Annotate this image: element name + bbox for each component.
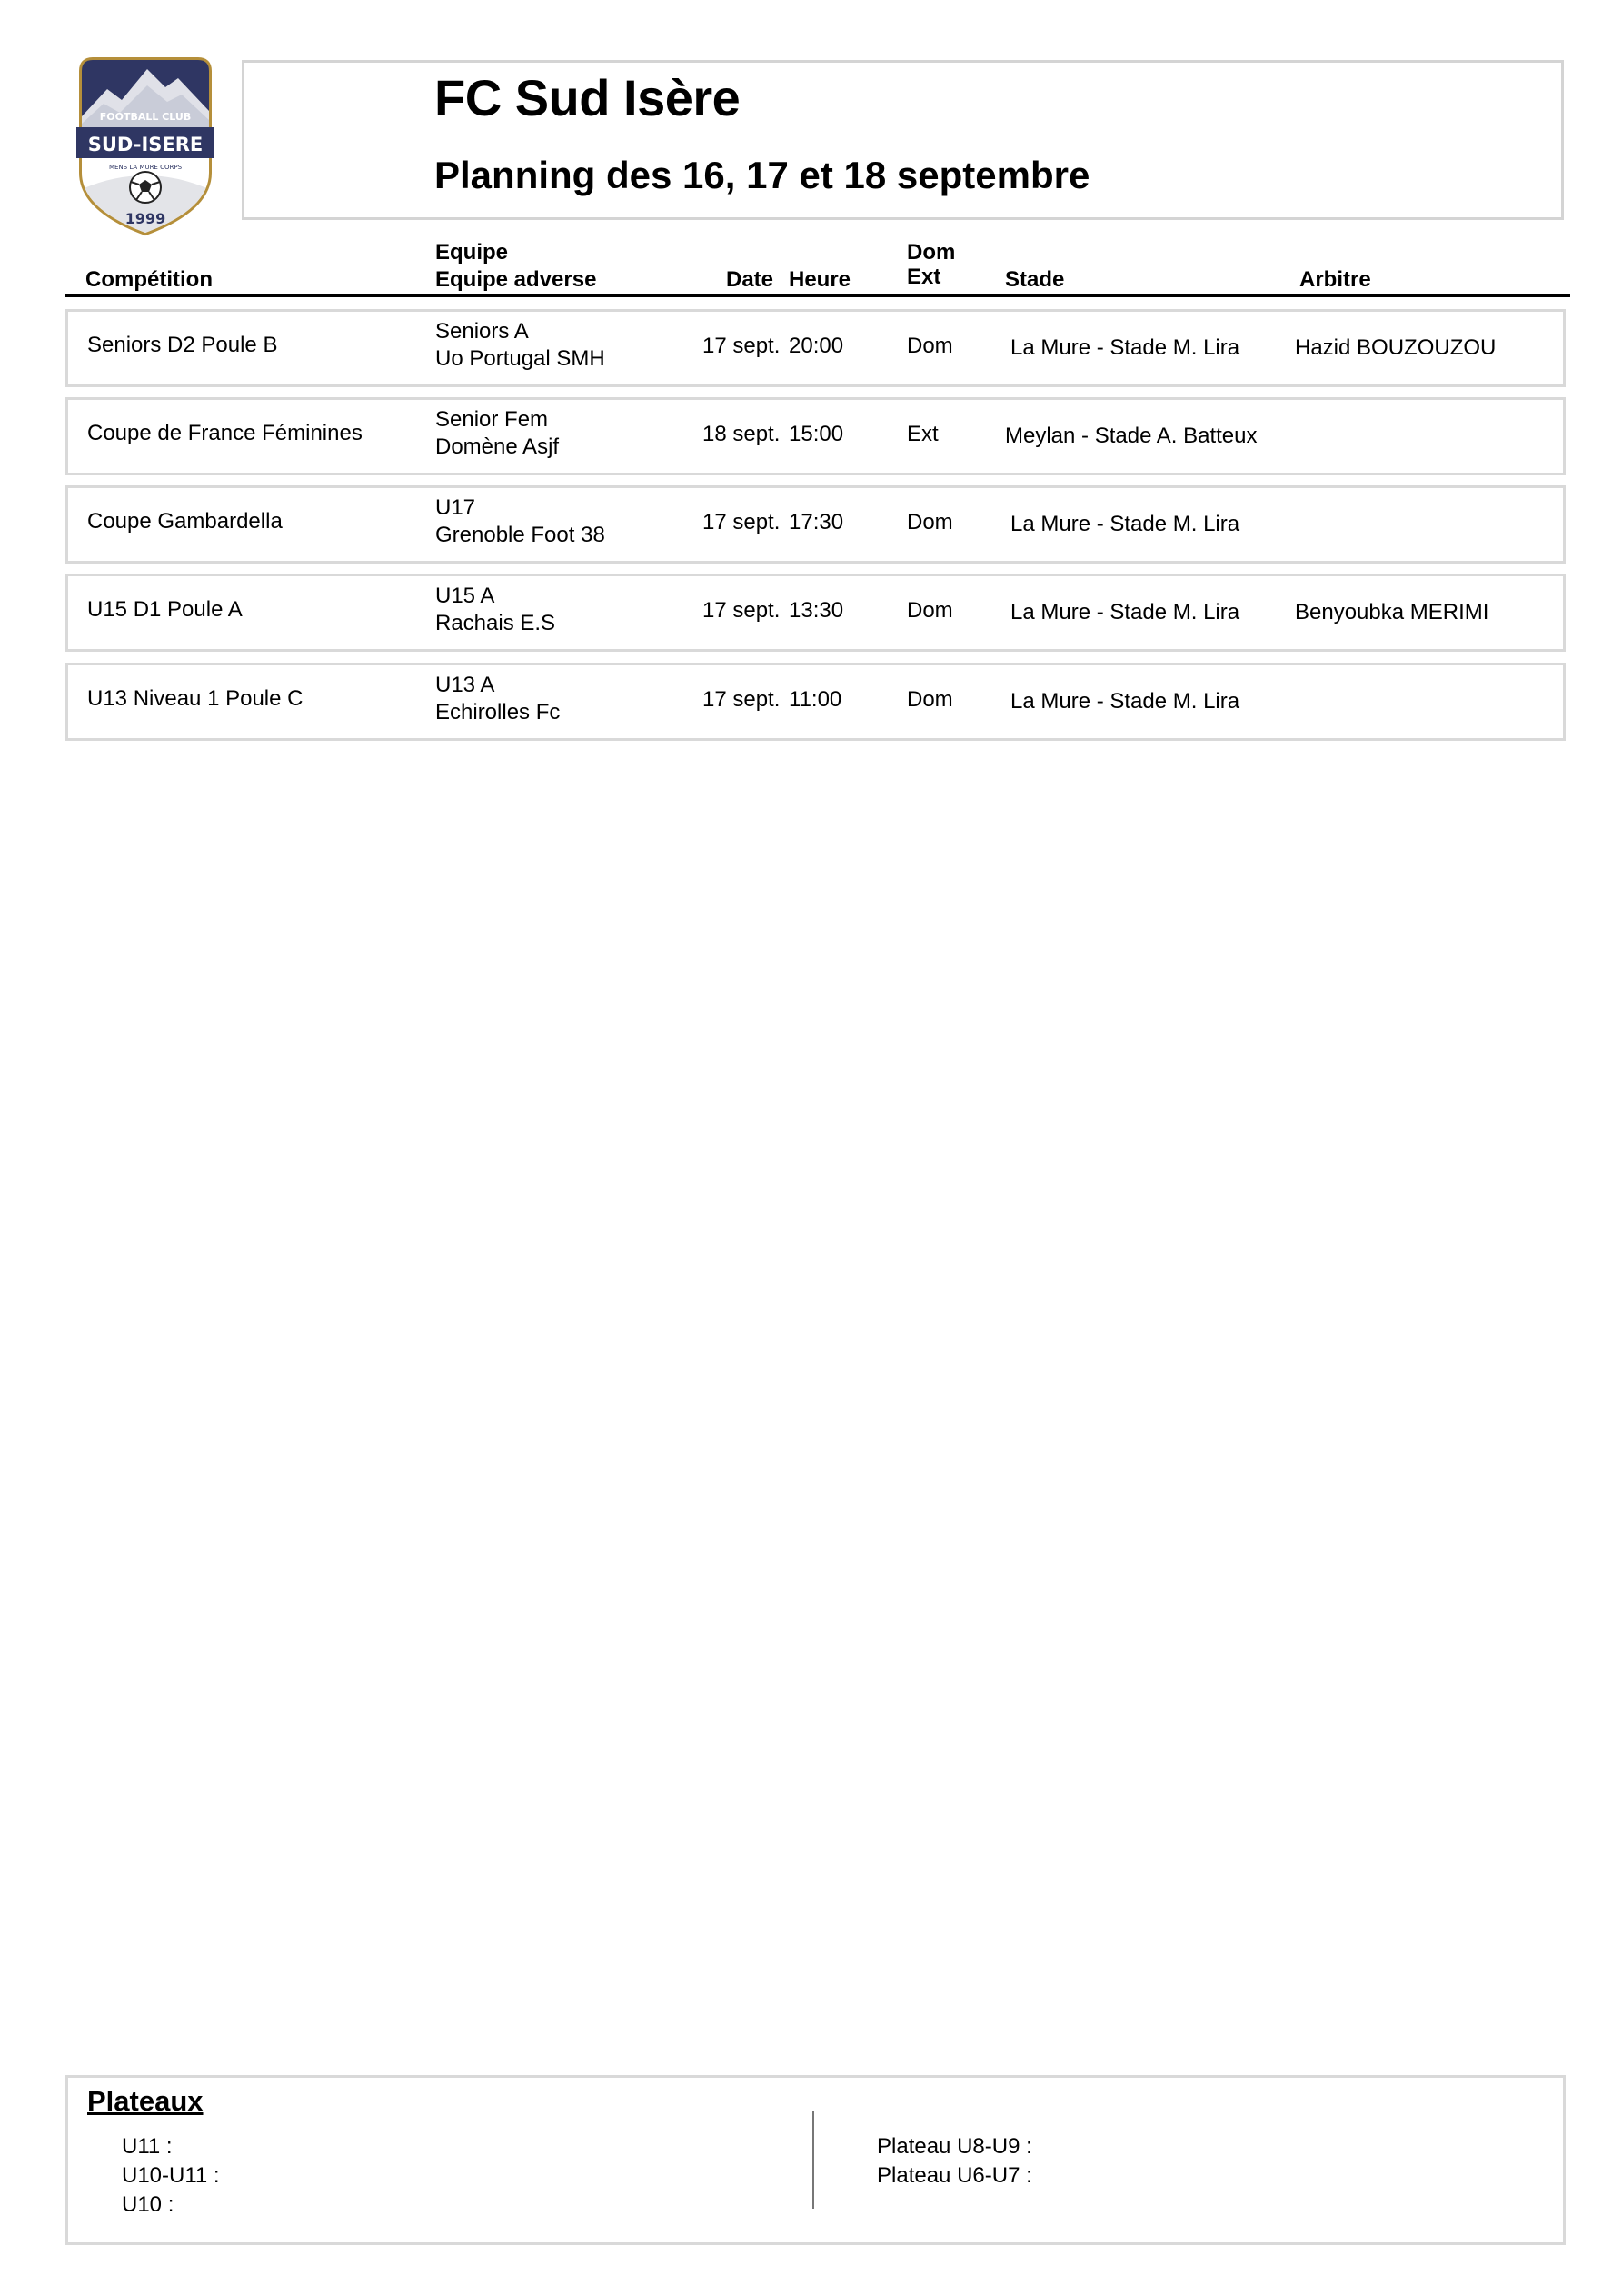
match-stadium: Meylan - Stade A. Batteux xyxy=(1005,424,1258,448)
match-date: 17 sept. xyxy=(702,334,781,358)
header-date: Date xyxy=(726,267,774,292)
match-opponent: Uo Portugal SMH xyxy=(435,346,605,371)
match-referee: Benyoubka MERIMI xyxy=(1295,600,1489,624)
header-team: Equipe xyxy=(435,240,509,265)
match-competition: U15 D1 Poule A xyxy=(87,597,243,622)
plateau-u11: U11 : xyxy=(122,2134,173,2159)
match-venue: Dom xyxy=(907,687,953,712)
match-competition: Coupe Gambardella xyxy=(87,509,283,534)
header-time: Heure xyxy=(789,267,851,292)
match-opponent: Domène Asjf xyxy=(435,434,560,459)
header-opponent: Equipe adverse xyxy=(435,267,597,292)
plateau-u8-u9: Plateau U8-U9 : xyxy=(877,2134,1032,2159)
match-date: 17 sept. xyxy=(702,687,781,712)
match-team: U13 A xyxy=(435,673,495,697)
plateaux-title: Plateaux xyxy=(87,2085,204,2117)
match-stadium: La Mure - Stade M. Lira xyxy=(1010,335,1240,360)
match-team: Seniors A xyxy=(435,319,529,344)
match-date: 18 sept. xyxy=(702,422,781,446)
header-rule xyxy=(65,294,1570,297)
match-venue: Ext xyxy=(907,422,939,446)
plateau-u6-u7: Plateau U6-U7 : xyxy=(877,2163,1032,2188)
match-opponent: Grenoble Foot 38 xyxy=(435,523,605,547)
match-time: 11:00 xyxy=(789,687,842,712)
club-crest-icon xyxy=(76,53,214,240)
match-stadium: La Mure - Stade M. Lira xyxy=(1010,600,1240,624)
match-competition: Seniors D2 Poule B xyxy=(87,333,278,357)
match-stadium: La Mure - Stade M. Lira xyxy=(1010,689,1240,714)
header-stadium: Stade xyxy=(1005,267,1065,292)
match-date: 17 sept. xyxy=(702,598,781,623)
match-venue: Dom xyxy=(907,334,953,358)
match-time: 15:00 xyxy=(789,422,844,446)
header-referee: Arbitre xyxy=(1299,267,1371,292)
match-venue: Dom xyxy=(907,598,953,623)
crest-line3: MENS LA MURE CORPS xyxy=(108,164,183,171)
page-subtitle: Planning des 16, 17 et 18 septembre xyxy=(434,154,1090,196)
plateaux-box xyxy=(65,2075,1566,2245)
crest-year: 1999 xyxy=(124,210,166,227)
crest-line2: SUD-ISERE xyxy=(87,134,204,155)
crest-line1: FOOTBALL CLUB xyxy=(99,111,192,123)
match-opponent: Echirolles Fc xyxy=(435,700,561,724)
plateaux-divider xyxy=(812,2111,814,2209)
match-competition: U13 Niveau 1 Poule C xyxy=(87,686,304,711)
plateau-u10: U10 : xyxy=(122,2192,174,2217)
match-team: U15 A xyxy=(435,584,495,608)
header-competition: Compétition xyxy=(85,267,213,292)
header-dom: Dom xyxy=(907,240,956,265)
match-time: 20:00 xyxy=(789,334,844,358)
match-venue: Dom xyxy=(907,510,953,534)
match-time: 13:30 xyxy=(789,598,844,623)
match-date: 17 sept. xyxy=(702,510,781,534)
page-title: FC Sud Isère xyxy=(434,69,741,126)
match-opponent: Rachais E.S xyxy=(435,611,556,635)
match-time: 17:30 xyxy=(789,510,844,534)
match-referee: Hazid BOUZOUZOU xyxy=(1295,335,1497,360)
header-ext: Ext xyxy=(907,265,941,289)
match-team: U17 xyxy=(435,495,476,520)
match-team: Senior Fem xyxy=(435,407,549,432)
match-stadium: La Mure - Stade M. Lira xyxy=(1010,512,1240,536)
match-competition: Coupe de France Féminines xyxy=(87,421,363,445)
plateau-u10-u11: U10-U11 : xyxy=(122,2163,220,2188)
